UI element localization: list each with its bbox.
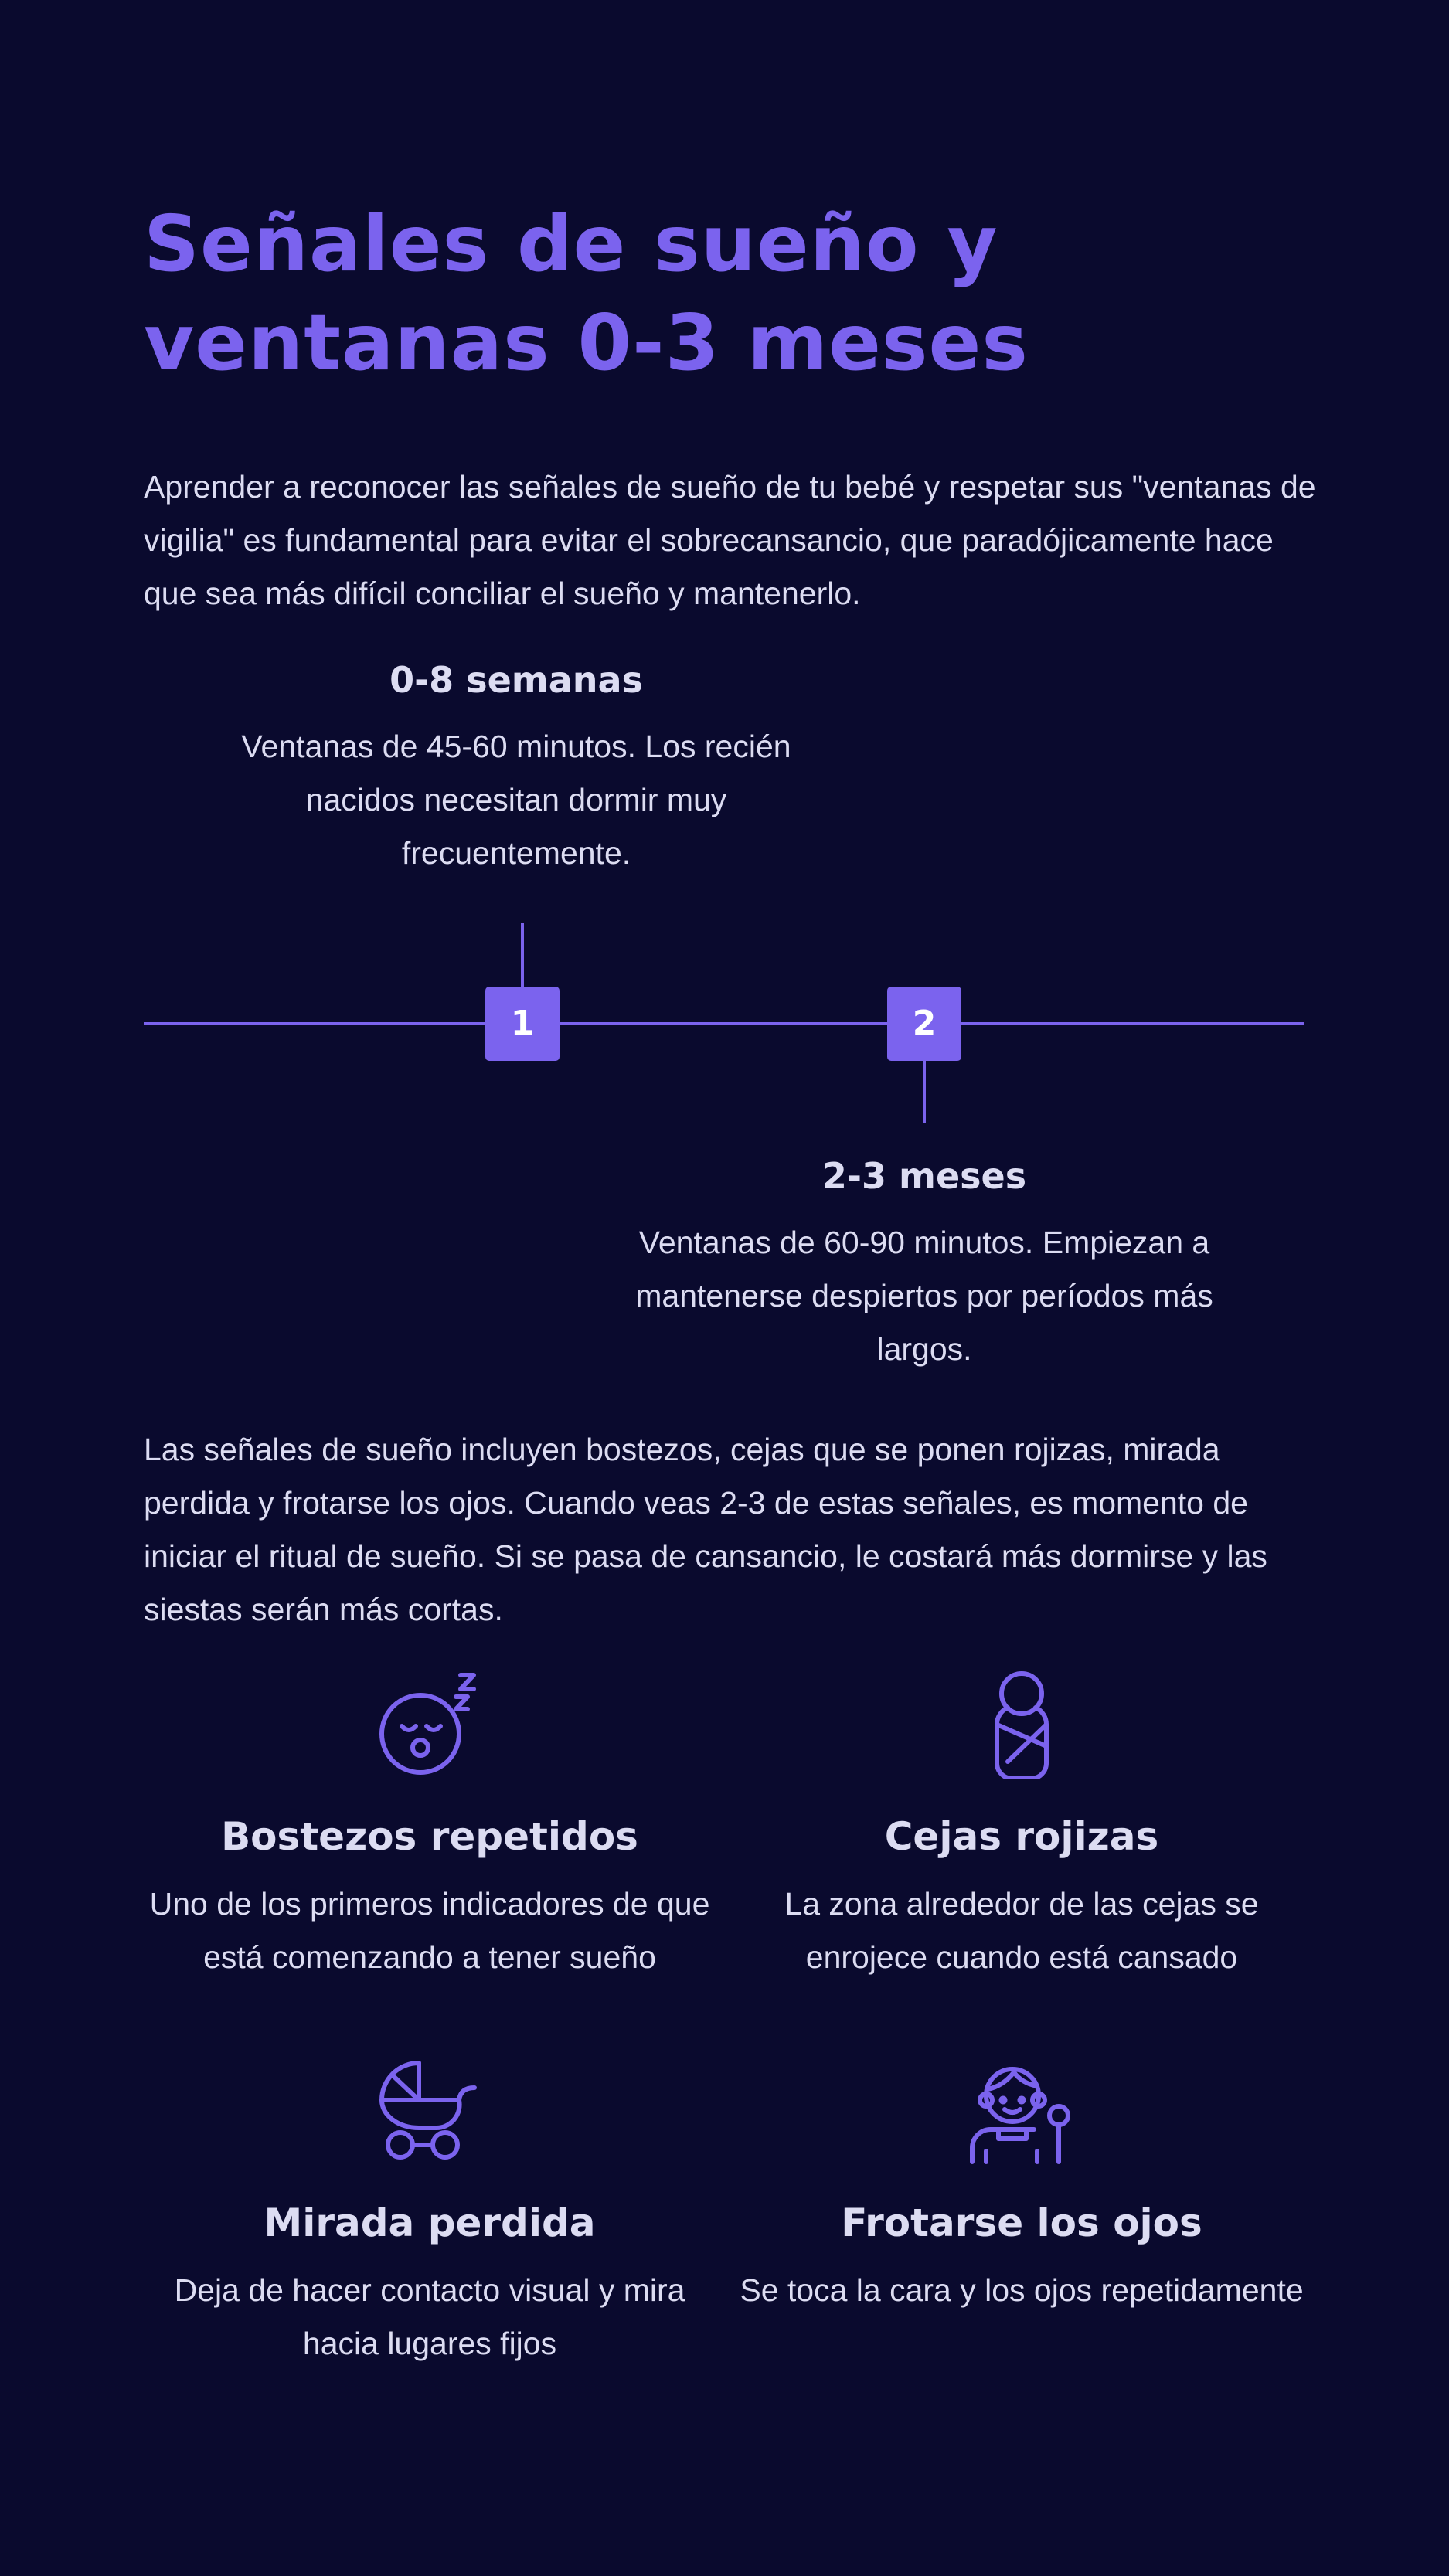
timeline-stage-1-heading: 0-8 semanas [389, 659, 643, 701]
signal-description: Uno de los primeros indicadores de que está comenzando a tener sueño [149, 1886, 710, 1975]
timeline-stage-2-text: Ventanas de 60-90 minutos. Empiezan a mantenerse despiertos por períodos más largos. [635, 1225, 1213, 1367]
intro-paragraph: Aprender a reconocer las señales de sueño de tu bebé y respetar sus "ventanas de vigilia" es fundamental para evitar el sobrecansancio, que paradójicamente hace que sea más difícil conciliar el sueño y mantenerlo. [144, 469, 1316, 611]
signal-card-yawning [144, 1670, 716, 1984]
page-title: Señales de sueño y ventanas 0-3 meses [144, 199, 1029, 388]
signal-title: Bostezos repetidos [221, 1814, 638, 1859]
signal-card-red-eyebrows [736, 1670, 1308, 1984]
signal-card-eye-rubbing [736, 2057, 1308, 2317]
timeline-marker-1: 1 [485, 987, 560, 1061]
signal-title: Cejas rojizas [884, 1814, 1159, 1859]
timeline-stage-2-heading: 2-3 meses [821, 1155, 1027, 1197]
signals-paragraph: Las señales de sueño incluyen bostezos, cejas que se ponen rojizas, mirada perdida y frotarse los ojos. Cuando veas 2-3 de estas señales, es momento de iniciar el ritual de sueño. Si se pasa de cansancio, le costará más dormirse y las siestas serán más cortas. [144, 1432, 1267, 1627]
timeline-stage-2-card [623, 1153, 1226, 1376]
signal-description: La zona alrededor de las cejas se enrojece cuando está cansado [784, 1886, 1259, 1975]
timeline-stage-1-card [215, 657, 818, 880]
signal-description: Se toca la cara y los ojos repetidamente [740, 2272, 1304, 2308]
timeline-marker-2: 2 [887, 987, 961, 1061]
signal-title: Frotarse los ojos [841, 2200, 1202, 2245]
signal-card-blank-stare [144, 2057, 716, 2370]
signal-description: Deja de hacer contacto visual y mira hacia lugares fijos [174, 2272, 685, 2361]
swaddled-baby-icon [968, 1670, 1076, 1779]
baby-stroller-icon [376, 2057, 484, 2165]
baby-rattle-icon [968, 2057, 1076, 2165]
timeline [144, 634, 1304, 1383]
sleepy-face-icon [376, 1670, 484, 1779]
timeline-stage-1-text: Ventanas de 45-60 minutos. Los recién nacidos necesitan dormir muy frecuentemente. [241, 729, 791, 871]
timeline-line [144, 1022, 1304, 1025]
timeline-stage-1-stem [521, 923, 524, 987]
signal-title: Mirada perdida [264, 2200, 596, 2245]
timeline-stage-2-stem [923, 1061, 926, 1123]
